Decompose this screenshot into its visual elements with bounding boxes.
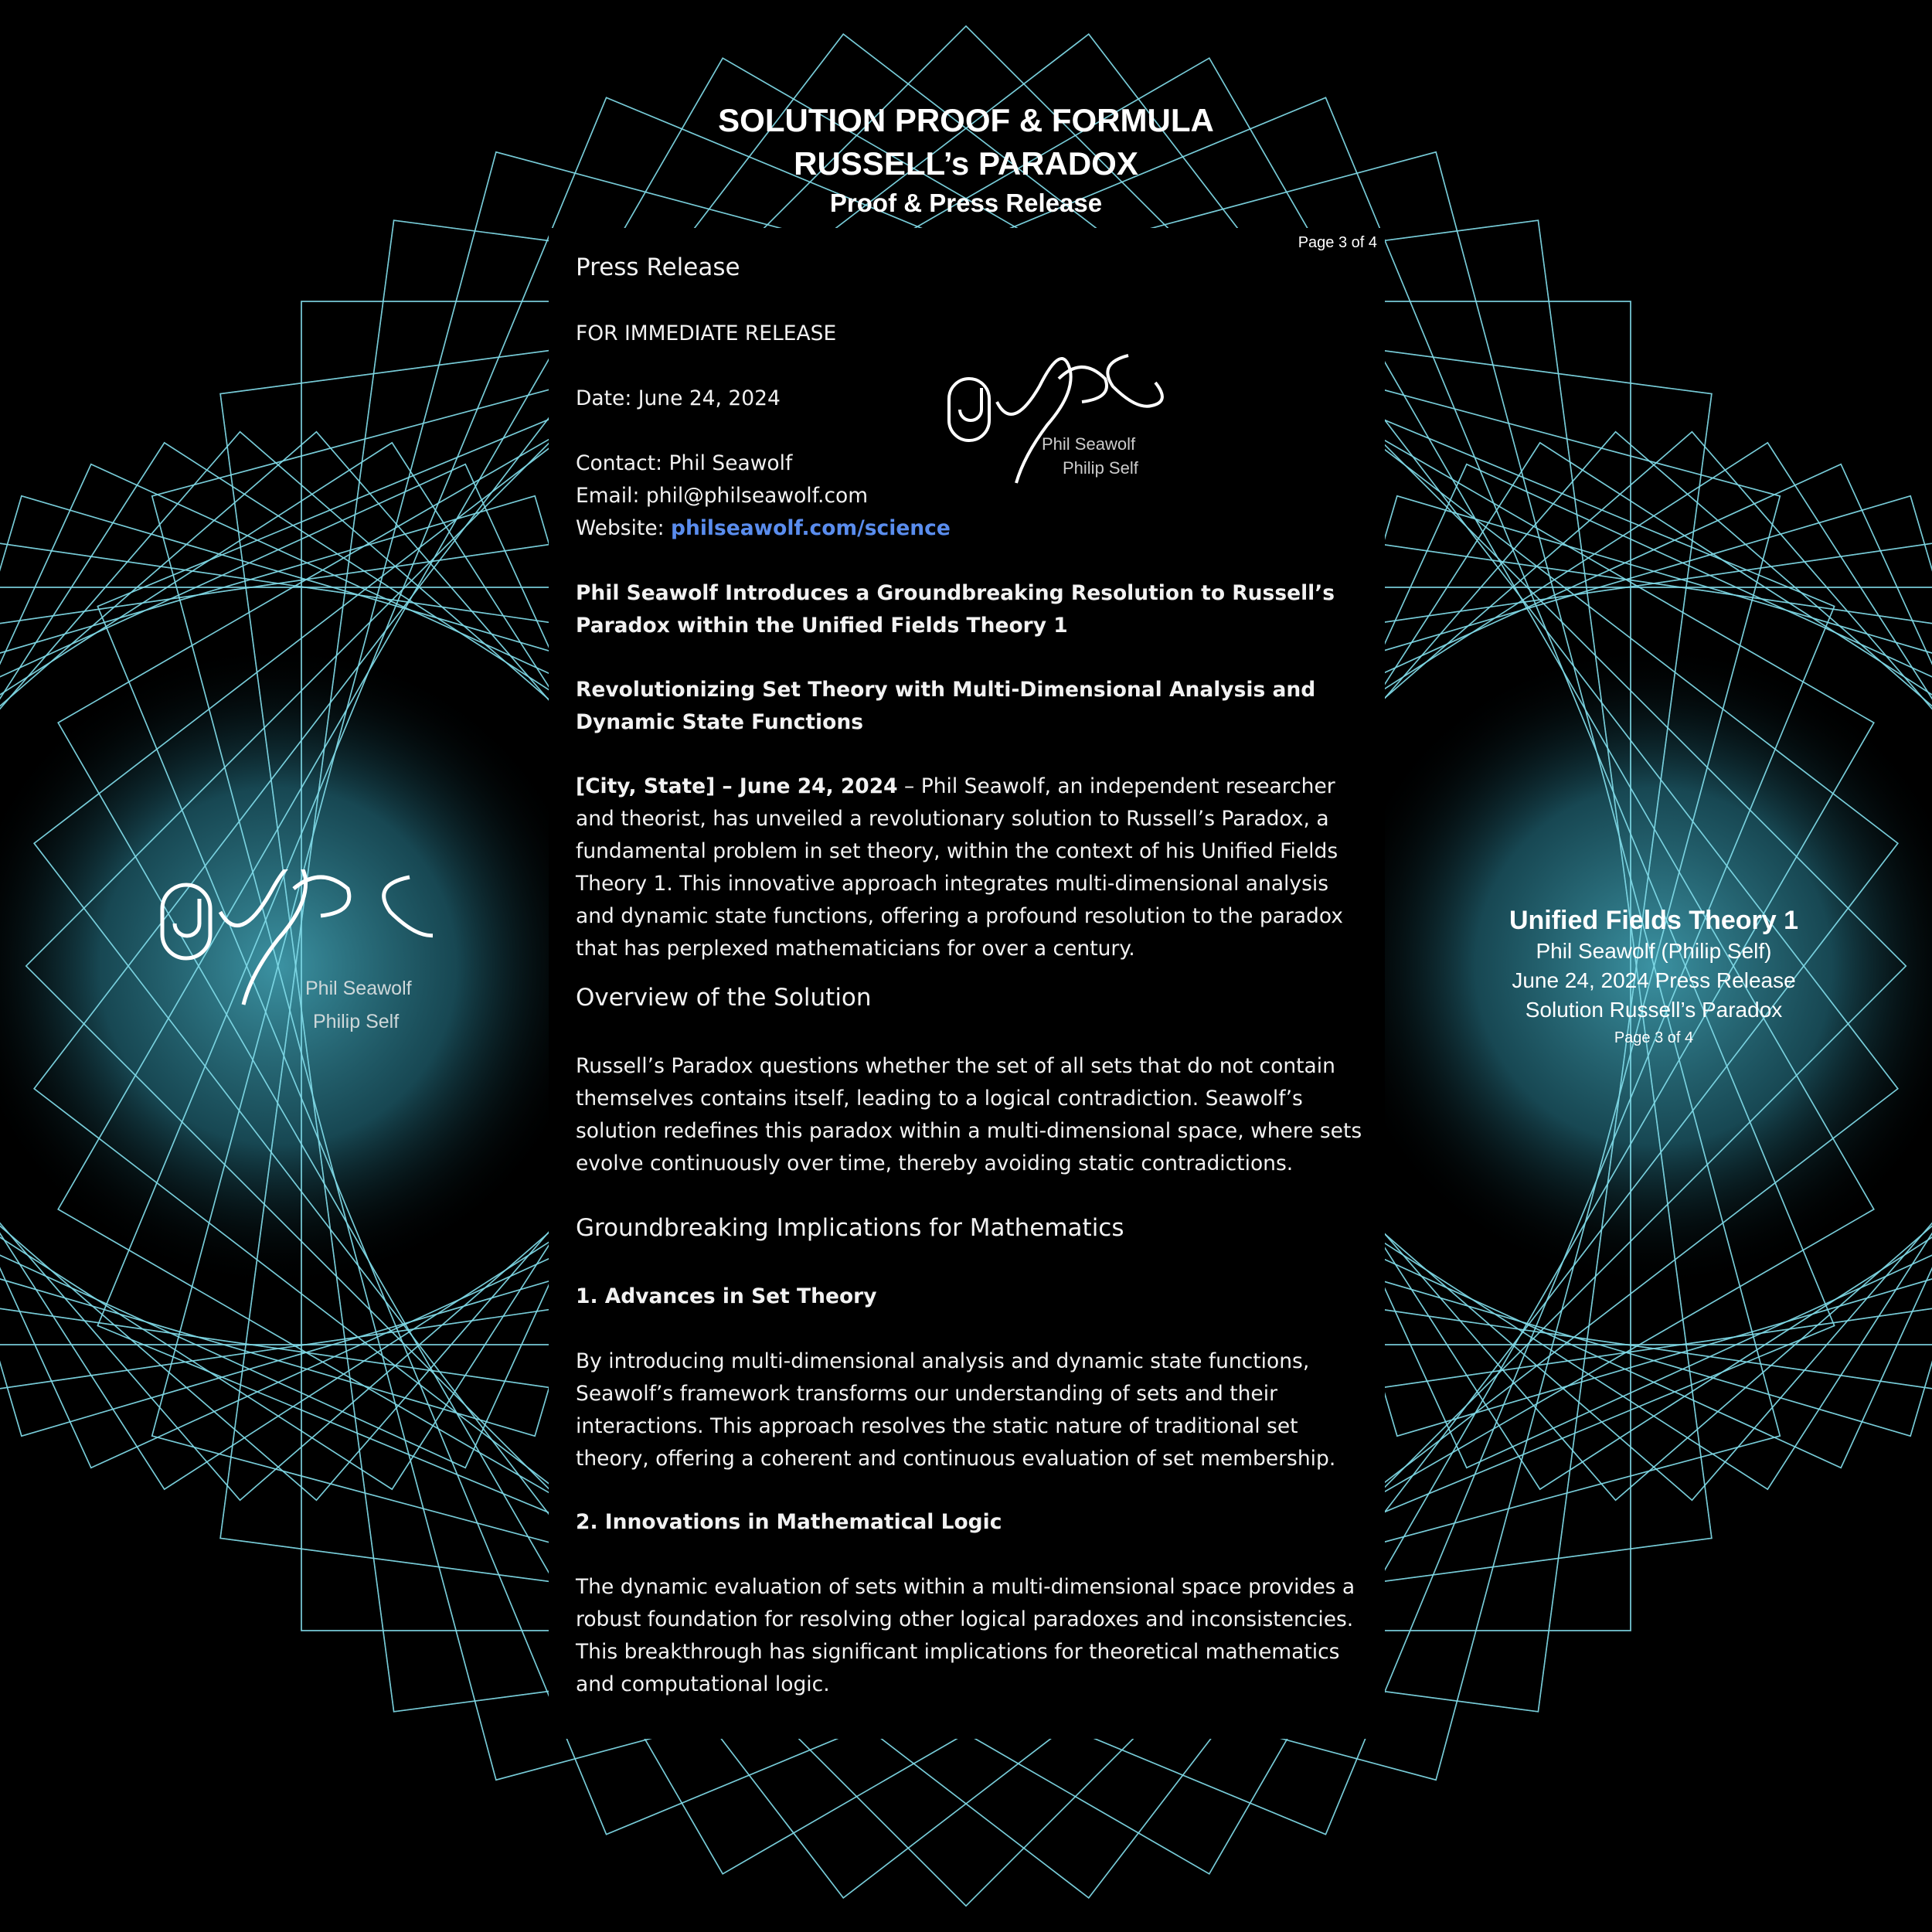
email-line: Email: phil@philseawolf.com <box>576 484 869 508</box>
side-author: Phil Seawolf (Philip Self) <box>1536 939 1772 963</box>
headline: Phil Seawolf Introduces a Groundbreaking Resolution to Russell’s Paradox within the Unified Fields Theory 1 <box>576 581 1335 638</box>
item1-body: By introducing multi-dimensional analysis and dynamic state functions, Seawolf’s framework transforms our understanding of sets and their interactions. This approach resolves the static nature of traditional set theory, offering a coherent and continuous evaluation of set membership. <box>576 1349 1336 1471</box>
dps-logo-mark <box>943 332 1175 510</box>
implications-heading: Groundbreaking Implications for Mathematics <box>576 1214 1124 1242</box>
document-title: Press Release <box>576 253 740 281</box>
subheadline: Revolutionizing Set Theory with Multi-Dimensional Analysis and Dynamic State Functions <box>576 678 1316 734</box>
dateline: [City, State] – June 24, 2024 <box>576 774 898 798</box>
intro-paragraph <box>576 770 1364 965</box>
overview-heading: Overview of the Solution <box>576 984 872 1012</box>
dps-logo-mark-left <box>155 869 433 1055</box>
overview-body: Russell’s Paradox questions whether the set of all sets that do not contain themselves contains itself, leading to a logical contradiction. Seawolf’s solution redefines this paradox within a multi-dimensional space, where sets evolve continuously over time, thereby avoiding static contradictions. <box>576 1054 1362 1175</box>
release-line: FOR IMMEDIATE RELEASE <box>576 321 837 345</box>
logo-name-line2: Philip Self <box>1063 458 1138 478</box>
side-info-panel <box>1453 904 1855 1051</box>
header-subtitle: RUSSELL’s PARADOX <box>794 145 1138 182</box>
side-title: Unified Fields Theory 1 <box>1509 906 1799 935</box>
side-page: Page 3 of 4 <box>1614 1029 1694 1046</box>
item2-heading: 2. Innovations in Mathematical Logic <box>576 1510 1002 1534</box>
date-line: Date: June 24, 2024 <box>576 386 781 410</box>
item2-body: The dynamic evaluation of sets within a multi-dimensional space provides a robust foundation for resolving other logical paradoxes and inconsistencies. This breakthrough has significant implications for theoretical mathematics and computational logic. <box>576 1575 1355 1696</box>
document-logo <box>943 332 1175 510</box>
left-logo-line2: Philip Self <box>313 1011 400 1032</box>
logo-name-line1: Phil Seawolf <box>1042 434 1136 454</box>
contact-line: Contact: Phil Seawolf <box>576 451 793 475</box>
page-number: Page 3 of 4 <box>1298 234 1377 251</box>
website-link[interactable]: philseawolf.com/science <box>671 516 951 540</box>
side-release: June 24, 2024 Press Release <box>1512 968 1796 992</box>
website-label: Website: <box>576 516 671 540</box>
header-title: SOLUTION PROOF & FORMULA <box>718 102 1214 138</box>
intro-text: – Phil Seawolf, an independent researcher and theorist, has unveiled a revolutionary solution to Russell’s Paradox, a fundamental problem in set theory, within the context of his Unified Fields Theory 1. This innovative approach integrates multi-dimensional analysis and dynamic state functions, offering a profound resolution to the paradox that has perplexed mathematicians for over a century. <box>576 774 1343 961</box>
side-topic: Solution Russell’s Paradox <box>1525 998 1783 1022</box>
website-line <box>576 512 1364 545</box>
left-logo-line1: Phil Seawolf <box>305 978 412 999</box>
header-caption: Proof & Press Release <box>829 189 1103 217</box>
item1-heading: 1. Advances in Set Theory <box>576 1284 877 1308</box>
left-logo <box>155 869 433 1055</box>
